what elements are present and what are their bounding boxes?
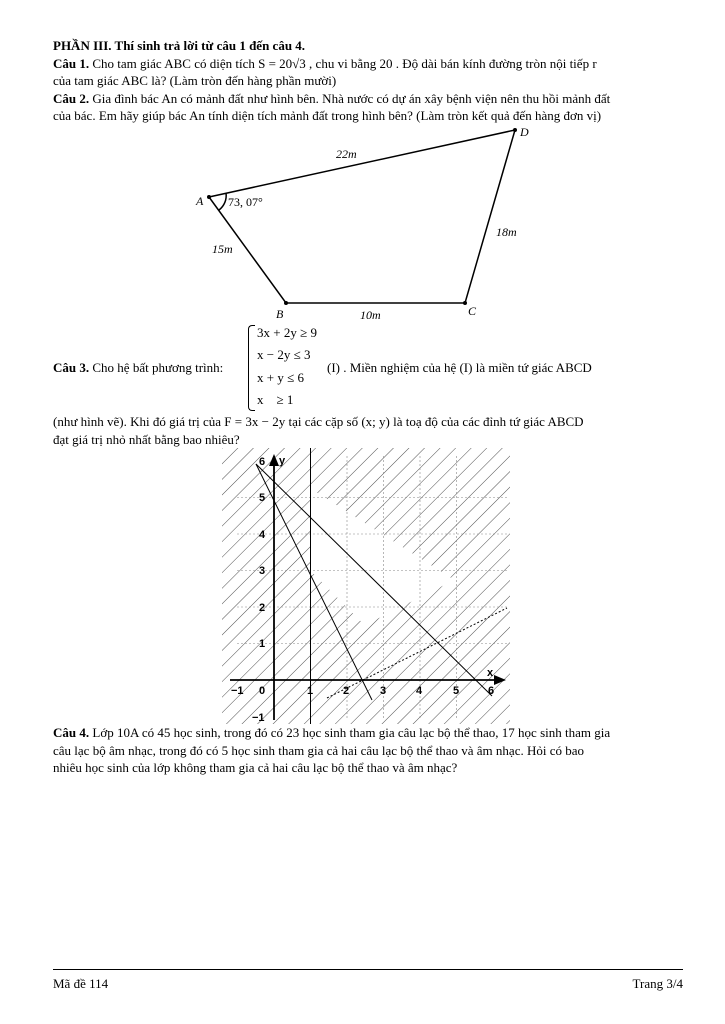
land-figure [190,122,540,322]
section-title: PHẦN III. Thí sinh trả lời từ câu 1 đến câu 4. [53,38,306,53]
system-brace [248,325,255,411]
x-tick-5: 5 [453,685,460,697]
y-tick-2: 2 [259,602,266,614]
x-tick-1: 1 [307,685,314,697]
y-tick-3: 3 [259,565,266,577]
x-tick-4: 4 [416,685,423,697]
ineq-2: x − 2y ≤ 3 [257,347,311,362]
q3-line-1 [53,359,223,376]
footer-divider [53,969,683,970]
label-angle: 73, 07° [228,195,263,209]
angle-arc [219,193,226,210]
q4-label: Câu 4. [53,725,90,740]
inequality-system [248,325,328,411]
y-tick-5: 5 [259,492,266,504]
y-axis-label: y [279,455,286,467]
q4-text-c: nhiêu học sinh của lớp không tham gia cả hai câu lạc bộ thể thao và âm nhạc? [53,760,458,775]
ineq-1: 3x + 2y ≥ 9 [257,325,317,340]
x-tick-neg1: −1 [231,685,244,697]
point-a [207,195,211,199]
q3-text-a: Cho hệ bất phương trình: [89,360,224,375]
q2-label: Câu 2. [53,91,90,106]
hatched-excluded-region [222,448,510,724]
point-c [463,301,467,305]
q1-text-b: của tam giác ABC là? (Làm tròn đến hàng phần mười) [53,73,337,88]
q1-text-a: Cho tam giác ABC có diện tích S = 20√3 , chu vi bằng 20 . Độ dài bán kính đường tròn nội tiếp r [89,56,597,71]
x-axis-label: x [487,667,494,679]
q3-text-after: (I) . Miền nghiệm của hệ (I) là miền tứ giác ABCD [327,360,592,375]
q1-line-1 [53,55,683,72]
q4-text-b: câu lạc bộ âm nhạc, trong đó có 5 học sinh tham gia cả hai câu lạc bộ thể thao và âm nhạc. Hỏi có bao [53,743,585,758]
q3-label: Câu 3. [53,360,90,375]
label-ad: 22m [336,147,357,161]
y-tick-4: 4 [259,529,266,541]
page-number: Trang 3/4 [632,976,683,991]
q4-line-1 [53,724,683,741]
y-tick-neg1: −1 [252,712,265,724]
x-tick-2: 2 [343,685,350,697]
label-a: A [196,194,204,208]
q2-text-a: Gia đình bác An có mảnh đất như hình bên. Nhà nước có dự án xây bệnh viện nên thu hồi mảnh đất [89,91,611,106]
q4-text-a: Lớp 10A có 45 học sinh, trong đó có 23 học sinh tham gia câu lạc bộ thể thao, 17 học sinh tham gia [89,725,611,740]
label-c: C [468,304,477,318]
ineq-4: x ≥ 1 [257,392,294,407]
label-b: B [276,307,284,321]
y-tick-1: 1 [259,638,266,650]
x-tick-3: 3 [380,685,387,697]
q3-text-b: (như hình vẽ). Khi đó giá trị của F = 3x − 2y tại các cặp số (x; y) là toạ độ của các đỉnh tứ giác ABCD [53,414,584,429]
q3-text-c: đạt giá trị nhỏ nhất bằng bao nhiêu? [53,432,240,447]
land-outline [209,130,515,303]
feasible-region-graph [222,448,510,724]
exam-code: Mã đề 114 [53,976,109,991]
q2-line-1 [53,90,683,107]
q2-text-b: của bác. Em hãy giúp bác An tính diện tích mảnh đất trong hình bên? (Làm tròn kết quả đến hàng đơn vị) [53,108,602,123]
label-ab: 15m [212,242,233,256]
point-b [284,301,288,305]
label-bc: 10m [360,308,381,322]
x-tick-6: 6 [488,685,495,697]
label-cd: 18m [496,225,517,239]
ineq-3: x + y ≤ 6 [257,370,304,385]
point-d [513,128,517,132]
x-tick-0: 0 [259,685,266,697]
y-tick-6: 6 [259,456,266,468]
label-d: D [520,125,529,139]
q1-label: Câu 1. [53,56,90,71]
